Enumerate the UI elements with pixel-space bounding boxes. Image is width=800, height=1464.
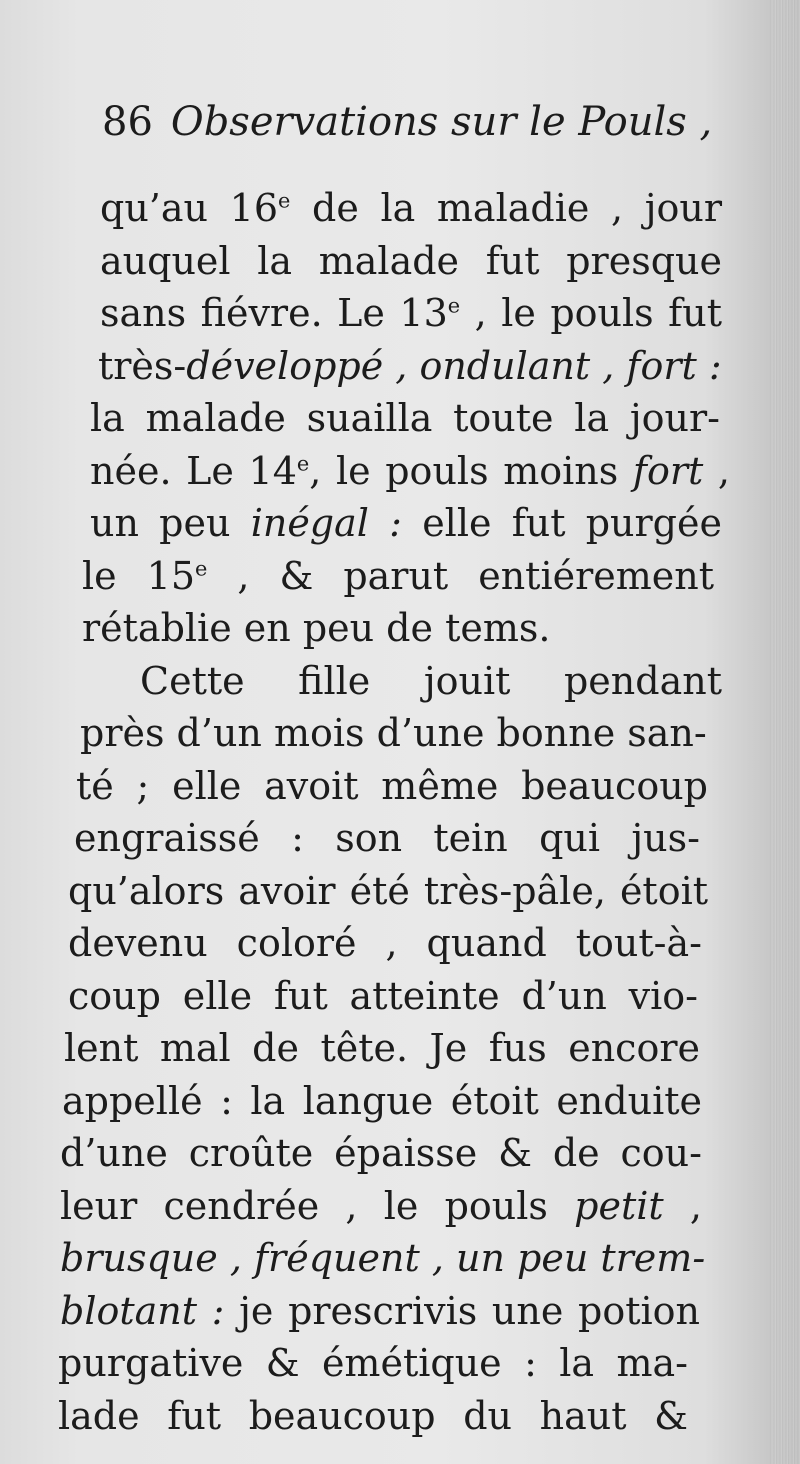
text-line <box>74 812 700 864</box>
italic-text: petit <box>574 1183 664 1228</box>
line-text: , & parut entiérement <box>207 553 715 598</box>
text-line <box>100 235 722 287</box>
text-line <box>100 182 722 234</box>
ordinal-superscript: e <box>447 293 461 318</box>
text-line <box>76 760 708 812</box>
ordinal-superscript: e <box>195 555 208 580</box>
text-line <box>82 602 551 654</box>
ordinal-superscript: e <box>296 450 310 475</box>
line-text: lade fut beaucoup du haut & <box>58 1393 688 1438</box>
line-text: sans fiévre. Le 13 <box>100 291 448 335</box>
line-text: appellé : la langue étoit enduite <box>62 1078 702 1123</box>
running-header <box>102 96 714 148</box>
line-text: coup elle fut atteinte d’un vio- <box>68 973 698 1018</box>
line-text: rétablie en peu de tems. <box>82 606 551 650</box>
line-text: leur cendrée , le pouls <box>60 1183 575 1228</box>
text-line <box>80 707 706 759</box>
text-line <box>90 392 720 444</box>
line-text: lent mal de tête. Je fus encore <box>64 1026 700 1070</box>
text-line <box>58 1337 688 1389</box>
line-text: née. Le 14 <box>90 448 297 493</box>
italic-text: brusque , fréquent , un peu trem- <box>60 1236 706 1280</box>
text-line <box>100 287 722 339</box>
text-line <box>68 865 708 917</box>
line-text: je prescrivis une potion <box>224 1288 700 1333</box>
text-line <box>68 917 702 969</box>
ordinal-superscript: e <box>278 188 291 213</box>
running-title: Observations sur le Pouls , <box>170 99 713 145</box>
line-text: , le pouls moins <box>309 448 633 493</box>
line-text: près d’un mois d’une bonne san- <box>80 711 707 755</box>
line-text: auquel la malade fut presque <box>100 238 722 283</box>
line-text: té ; elle avoit même beaucoup <box>76 763 708 808</box>
text-line <box>64 1022 700 1074</box>
line-text: elle fut purgée <box>401 501 722 545</box>
line-text: , <box>703 448 730 493</box>
line-text: devenu coloré , quand tout-à- <box>68 921 702 965</box>
text-line <box>60 1180 702 1232</box>
text-line <box>62 1075 702 1127</box>
text-line <box>140 655 722 707</box>
text-line <box>82 550 714 602</box>
page-gutter <box>770 0 800 1464</box>
line-text: la malade suailla toute la jour- <box>90 396 720 440</box>
line-text: qu’alors avoir été très-pâle, étoit <box>68 868 708 913</box>
italic-text: développé , ondulant , fort : <box>186 343 722 388</box>
line-text: engraissé : son tein qui jus- <box>74 816 700 860</box>
italic-text: blotant : <box>60 1288 225 1333</box>
line-text: qu’au 16 <box>100 186 278 230</box>
line-text: très- <box>98 343 187 388</box>
line-text: purgative & émétique : la ma- <box>58 1341 688 1385</box>
page-number: 86 <box>102 99 153 145</box>
text-line <box>58 1390 688 1442</box>
line-text: un peu <box>90 501 251 545</box>
text-line <box>68 970 698 1022</box>
line-text: d’une croûte épaisse & de cou- <box>60 1131 702 1175</box>
text-line <box>90 497 722 549</box>
text-line <box>60 1285 700 1337</box>
line-text: , le pouls fut <box>460 291 722 335</box>
italic-text: fort <box>632 448 704 493</box>
text-line <box>60 1232 706 1284</box>
text-line <box>90 445 730 497</box>
text-line <box>60 1127 702 1179</box>
line-text: , <box>663 1183 702 1228</box>
line-text: le 15 <box>82 553 196 598</box>
line-text: Cette fille jouit pendant <box>140 658 722 703</box>
italic-text: inégal : <box>250 501 402 545</box>
line-text: de la maladie , jour <box>290 186 722 230</box>
text-line <box>98 340 720 392</box>
